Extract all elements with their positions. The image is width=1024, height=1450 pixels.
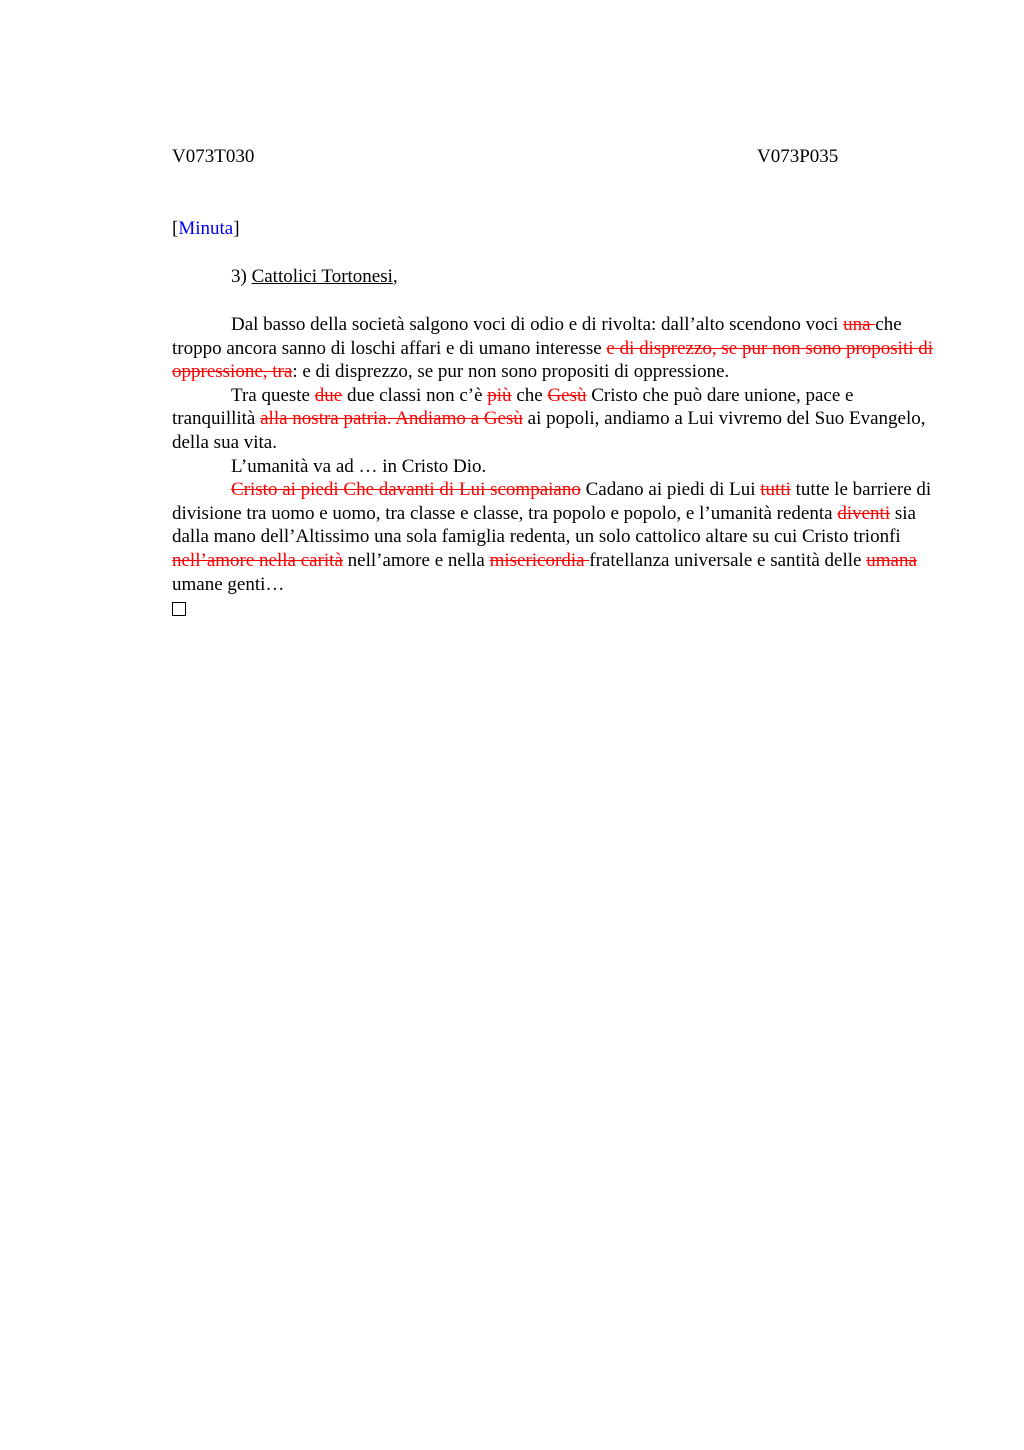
document-body — [172, 313, 938, 616]
text: fratellanza universale e santità delle — [589, 549, 867, 571]
deleted-text: una — [843, 314, 876, 335]
text: : e di disprezzo, se pur non sono propositi di oppressione. — [292, 361, 730, 383]
heading-title: Cattolici Tortonesi — [251, 266, 393, 287]
deleted-text: diventi — [837, 502, 891, 524]
paragraph-4 — [172, 478, 938, 596]
heading-punct: , — [392, 266, 398, 287]
text: che troppo ancora sanno di loschi affari e di umano interesse — [172, 314, 902, 359]
text: nell’amore e nella — [342, 549, 490, 571]
label-close-bracket: ] — [233, 218, 240, 239]
deleted-text: e di disprezzo, se pur non sono propositi di oppressione, tra — [172, 337, 934, 383]
label-open-bracket: [ — [172, 218, 179, 239]
text: che — [511, 384, 548, 406]
text: tutte le barriere di divisione tra uomo e uomo, tra classe e classe, tra popolo e popolo, e l’umanità redenta — [172, 479, 932, 524]
text: Cadano ai piedi di Lui — [580, 479, 761, 501]
paragraph-3 — [172, 455, 938, 479]
text: umane genti… — [172, 573, 285, 595]
deleted-text: umana — [866, 549, 917, 571]
end-marker-box-icon — [172, 602, 186, 616]
deleted-text: Gesù — [547, 384, 587, 406]
paragraph-1 — [172, 313, 938, 384]
heading-number: 3) — [231, 266, 252, 287]
text: sia dalla mano dell’Altissimo una sola famiglia redenta, un solo cattolico altare su cui Cristo trionfi — [172, 502, 916, 548]
text: due classi non c’è — [342, 384, 488, 406]
deleted-text: più — [487, 384, 512, 406]
deleted-text: alla nostra patria. Andiamo a Gesù — [260, 408, 523, 430]
deleted-text: due — [314, 384, 343, 406]
document-code-left: V073T030 — [172, 146, 255, 167]
minuta-label — [172, 218, 240, 240]
text: L’umanità va ad … in Cristo Dio. — [231, 455, 487, 477]
deleted-text: Cristo ai piedi Che davanti di Lui scompaiano — [231, 479, 581, 501]
deleted-text: misericordia — [489, 549, 590, 571]
text: Tra queste — [231, 384, 315, 406]
paragraph-2 — [172, 384, 938, 455]
section-heading — [231, 266, 398, 288]
document-code-right: V073P035 — [757, 146, 839, 167]
text: Dal basso della società salgono voci di odio e di rivolta: dall’alto scendono voci — [231, 314, 844, 335]
text: ai popoli, andiamo a Lui vivremo del Suo Evangelo, della sua vita. — [172, 408, 926, 453]
deleted-text: nell’amore nella carità — [172, 549, 343, 571]
label-text: Minuta — [178, 218, 234, 239]
deleted-text: tutti — [760, 479, 791, 501]
text: Cristo che può dare unione, pace e tranquillità — [172, 384, 854, 430]
